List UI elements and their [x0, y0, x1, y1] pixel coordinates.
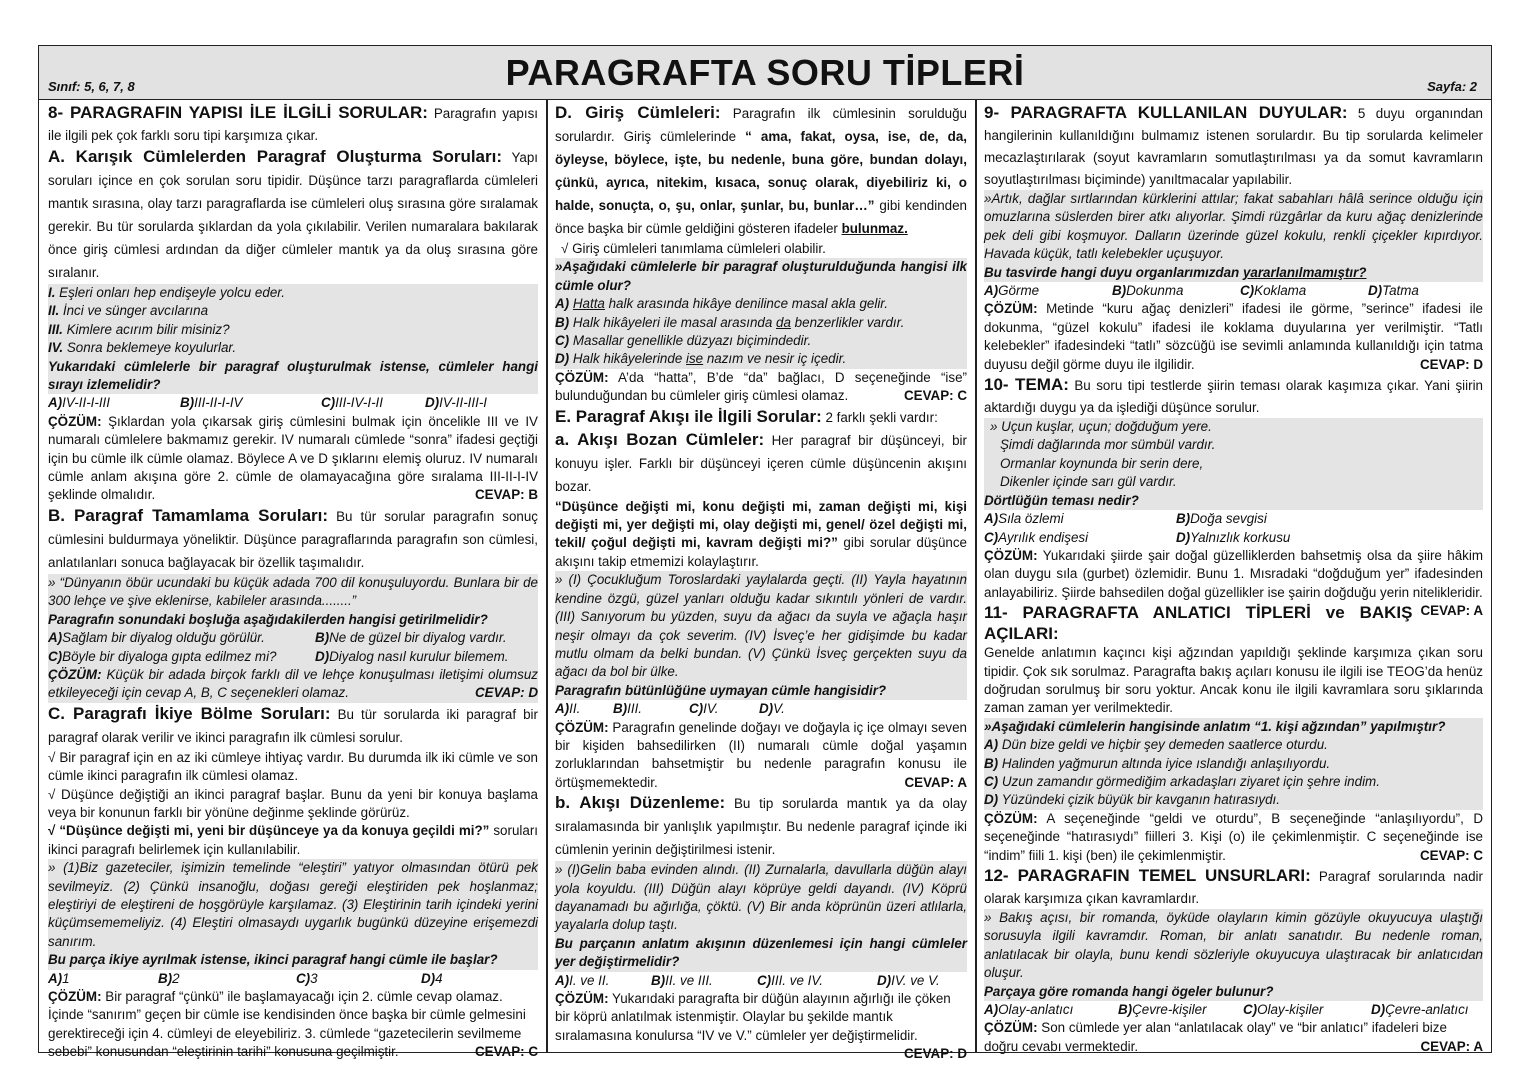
section-11-title: 11- PARAGRAFTA ANLATICI TİPLERİ ve BAKIŞ AÇILARI:	[984, 603, 1413, 644]
option-d: D)V.	[759, 701, 785, 717]
answer-options	[984, 510, 1483, 528]
poem-line: Ormanlar koynunda bir serin dere,	[1000, 455, 1204, 471]
subsection-a	[48, 146, 538, 284]
question-12-box	[984, 909, 1483, 1001]
sentence-4: IV. Sonra beklemeye koyulurlar.	[48, 340, 237, 356]
solution: ÇÖZÜM: A’da “hatta”, B’de “da” bağlacı, D seçeneğinde “ise” bulunduğundan bu cümleler giriş cümlesi olamaz. CEVAP: C	[555, 369, 967, 406]
section-11-text: Genelde anlatımın kaçıncı kişi ağzından yapıldığı şeklinde karşımıza çıkan soru tipidir. Çok sık sorulmaz. Paragrafta bakış açıları konusu ile ilgili ise TEOG’da henüz doğrudan sorulmuş bir soru yoktur. Ancak konu ile ilgili kavramlara soru şıklarında zaman zaman yer verilmektedir.	[984, 645, 1483, 716]
option-a: A) Dün bize geldi ve hiçbir şey demeden saatlerce oturdu.	[984, 737, 1328, 753]
header	[39, 46, 1491, 100]
question-d-box	[555, 258, 967, 368]
subsection-a-text: Yapı soruları içince en çok sorulan soru tipidir. Düşünce tarzı paragraflarda cümleleri mantık sırasına, olay tarzı paragraflarda ise cümleleri oluş sırasına göre sıralamak gerekir. Bu tür sorularda şıklardan da yola çıkılabilir. Verilen numaralara bakılarak önce giriş cümlesi ardından da diğer cümleler mantık ya da oluş sırasına göre sıralanır.	[48, 150, 539, 280]
option-a: A)Görme	[984, 283, 1040, 299]
tip-3: √ “Düşünce değişti mi, yeni bir düşünceye ya da konuya geçildi mi?” soruları ikinci paragrafı belirlemek için kullanılabilir.	[48, 823, 538, 857]
guide-questions: “Düşünce değişti mi, konu değişti mi, zaman değişti mi, kişi değişti mi, yer değişti mi, olay değişti mi, genel/ özel değişti mi, tekil/ çoğul değişti mi, kavram değişti mi?” gibi sorular düşünce akışını takip etmemizi kolaylaştırır.	[555, 498, 967, 569]
option-d: D)IV. ve V.	[877, 972, 940, 988]
section-10: 10- TEMA: Bu soru tipi testlerde şiirin teması olarak kaşımıza çıkar. Yani şiirin aktardığı duygu ya da işlediği düşünce sorulur.	[984, 375, 1483, 416]
quote: » (1)Biz gazeteciler, işimizin temelinde “eleştiri” yatıyor olmasından ötürü pek sevilmeyiz. (2) Çünkü insanoğlu, doğası gereği eleştiriden pek hoşlanmaz; eleştiriyi de eleştireni de hoşgörüyle karşılamaz. (3) Eleştirinin tarih içindeki yerini küçümsememeliyiz. (4) Eleştiri olmasaydı uygarlık bugünkü düzeyine erişemezdi sanırım.	[48, 860, 538, 949]
option-b: B)Dokunma	[1112, 283, 1184, 299]
option-c: C)Olay-kişiler	[1243, 1002, 1324, 1018]
answer-key: CEVAP: A	[904, 774, 967, 790]
subsection-d: D. Giriş Cümleleri: Paragrafın ilk cümlesinin sorulduğu sorulardır. Giriş cümlelerinde “ ama, fakat, oysa, ise, de, da, öyleyse, böylece, işte, bu nedenle, buna göre, bundan dolayı, çünkü, ayrıca, nitekim, kısaca, sonuç olarak, diyebiliriz ki, o halde, sonuçta, o, şu, onlar, şunlar, bu, bunlar…” gibi kendinden önce başka bir cümle geldiğini gösteren ifadeler bulunmaz.	[555, 103, 968, 236]
tip-2: √ Düşünce değiştiği an ikinci paragraf başlar. Bunu da yeni bir konuya başlama veya bir konunun farklı bir yönüne değinme şeklinde görürüz.	[48, 786, 538, 820]
column-left	[48, 102, 539, 1060]
poem-line: Dikenler içinde sarı gül vardır.	[1000, 474, 1177, 490]
section-12: 12- PARAGRAFIN TEMEL UNSURLARI: Paragraf sorularında nadir olarak karşımıza çıkan kavramlardır.	[984, 866, 1483, 906]
question-eb-box	[555, 861, 967, 971]
answer-options	[555, 700, 967, 718]
tip: √ Giriş cümleleri tanımlama cümleleri olabilir.	[561, 241, 826, 256]
subsection-a-title: A. Karışık Cümlelerden Paragraf Oluşturma Soruları:	[48, 147, 503, 166]
option-a: A)II.	[555, 701, 581, 717]
poem-line: » Uçun kuşlar, uçun; doğduğum yere.	[990, 419, 1212, 435]
option-d: D)Yalnızlık korkusu	[1176, 529, 1291, 545]
question-b-box	[48, 574, 538, 703]
section-8-text: Paragrafın yapısı ile ilgili pek çok farklı soru tipi karşımıza çıkar.	[48, 106, 538, 143]
question-text: Paragrafın sonundaki boşluğa aşağıdakilerden hangisi getirilmelidir?	[48, 611, 488, 627]
question-text: Dörtlüğün teması nedir?	[984, 492, 1139, 508]
option-b: B)Ne de güzel bir diyalog vardır.	[315, 630, 507, 646]
section-8	[48, 102, 538, 146]
option-c: C)III. ve IV.	[757, 972, 823, 988]
subsection-c: C. Paragrafı İkiye Bölme Soruları: Bu tür sorularda iki paragraf bir paragraf olarak verilir ve ikinci paragrafın ilk cümlesi sorulur.	[48, 703, 538, 745]
option-d: D)Çevre-anlatıcı	[1371, 1002, 1469, 1018]
question-text: Bu tasvirde hangi duyu organlarımızdan yararlanılmamıştır?	[984, 264, 1367, 280]
quote: »Artık, dağlar sırtlarından kürklerini attılar; fakat sabahları hâlâ serince olduğu için omuzlarına süslerden birer atkı alıyorlar. Şimdi rüzgârlar da kuru ağaç denizlerinde pek deli gibi koşmuyor. Dalların üzerinde güzel kokulu, renkli çiçekler kıpırdıyor. Havada küçük, tatlı kelebekler uçuşuyor.	[984, 191, 1483, 262]
column-right	[984, 102, 1483, 1052]
answer-key: CEVAP: A	[1420, 603, 1483, 619]
answer-options	[48, 970, 538, 988]
answer-key: CEVAP: B	[475, 487, 538, 503]
sentence-2: II. İnci ve sünger avcılarına	[48, 303, 209, 319]
answer-key: CEVAP: D	[475, 685, 538, 701]
section-9: 9- PARAGRAFTA KULLANILAN DUYULAR: 5 duyu organından hangilerinin kullanıldığını bulmamız istenen sorulardır. Bu tip sorularda kelimeler mecazlaştırılarak (soyut kavramların somutlaştırılması ya da somut kavramların soyutlaştırılması biçiminde) yanıltmacalar yapılabilir.	[984, 103, 1483, 187]
answer-options	[984, 529, 1483, 547]
question-c-box	[48, 859, 538, 969]
option-d: D) Halk hikâyelerinde ise nazım ve nesir iç içedir.	[555, 351, 847, 367]
worksheet	[38, 45, 1492, 1062]
tip-1: √ Bir paragraf için en az iki cümleye ihtiyaç vardır. Bu durumda ilk iki cümle ve son cümle ikinci paragrafın ilk cümlesi olamaz.	[48, 749, 538, 784]
option-c: C) Masallar genellikle düzyazı biçimindedir.	[555, 333, 812, 349]
question-text: Paragrafın bütünlüğüne uymayan cümle hangisidir?	[555, 682, 887, 698]
answer-key: CEVAP: C	[904, 388, 967, 404]
question-text: Bu parçanın anlatım akışının düzenlemesi için hangi cümleler yer değiştirmelidir?	[555, 935, 967, 970]
question-text: Yukarıdaki cümlelerle bir paragraf oluşturulmak istense, cümleler hangi sırayı izlemelidir?	[48, 358, 538, 393]
subsection-b: B. Paragraf Tamamlama Soruları: Bu tür sorular paragrafın sonuç cümlesini buldurmaya yöneliktir. Düşünce paragraflarında paragrafın son cümlesi, anlatılanları sonuca bağlayacak bir özellik taşımalıdır.	[48, 505, 538, 570]
answer-key: CEVAP: C	[475, 1044, 538, 1060]
sentence-1: I. Eşleri onları hep endişeyle yolcu eder.	[48, 285, 285, 300]
option-d: D)IV-II-III-I	[425, 395, 487, 411]
solution: ÇÖZÜM: Küçük bir adada birçok farklı dil ve lehçe konuşulması iletişimi olumsuz etkileyeceği için cevap A, B, C seçenekleri olamaz. CEVAP: D	[48, 666, 538, 703]
question-ea-box	[555, 571, 967, 700]
answer-key: CEVAP: D	[1420, 356, 1483, 372]
option-c: C)III-IV-I-II	[321, 395, 383, 411]
answer-key: CEVAP: A	[1420, 1038, 1483, 1054]
option-b: B)2	[158, 970, 180, 986]
column-middle	[555, 102, 968, 1062]
poem-line: Şimdi dağlarında mor sümbül vardır.	[1000, 437, 1216, 453]
solution: ÇÖZÜM: A seçeneğinde “geldi ve oturdu”, B seçeneğinde “anlaşılıyordu”, D seçeneğinde “hatırasıydı” fiilleri 3. Kişi (o) ile çekimlenmiştir. C seçeneğinde ise “indim” fiili 1. kişi (ben) ile çekimlenmiştir. CEVAP: C	[984, 810, 1483, 865]
question-text: »Aşağıdaki cümlelerin hangisinde anlatım “1. kişi ağzından” yapılmıştır?	[984, 718, 1446, 734]
option-c: C)IV.	[689, 701, 719, 717]
quote: » Bakış açısı, bir romanda, öyküde olayların kimin gözüyle okuyucuya ulaştığı sorusuyla ilgili kavramdır. Roman, bir anlatı sanatıdır. Bu nedenle roman, anlatılacak bir olayla, bunu kendi sözleriyle okuyucuya ulaştıracak bir anlatıcıdan oluşur.	[984, 910, 1483, 981]
option-d: D)4	[421, 970, 443, 986]
question-11-box	[984, 718, 1483, 810]
answer-key: CEVAP: C	[1420, 847, 1483, 863]
subsection-e: E. Paragraf Akışı ile İlgili Sorular: 2 farklı şekli vardır:	[555, 406, 938, 426]
answer-options	[984, 1001, 1483, 1019]
column-divider	[975, 100, 977, 1052]
option-c: C)3	[296, 970, 318, 986]
option-b: B)Doğa sevgisi	[1176, 511, 1267, 527]
solution: ÇÖZÜM: Şıklardan yola çıkarsak giriş cümlesini bulmak için öncelikle III ve IV numaralı cümlelere bakmamız gerekir. IV numaralı cümlede “sonra” ifadesi geçtiği için bu cümle ilk cümle olamaz. Böylece A ve D şıklarını elemiş oluruz. IV numaralı cümle anlam akışına göre 2. cümle de olamayacağına göre sıralama III-II-I-IV şeklinde olmalıdır. CEVAP: B	[48, 413, 538, 505]
question-9-box	[984, 190, 1483, 282]
option-b: B)II. ve III.	[651, 972, 713, 988]
option-b: B) Halk hikâyeleri ile masal arasında da benzerlikler vardır.	[555, 314, 905, 330]
solution: ÇÖZÜM: Yukarıdaki şiirde şair doğal güzelliklerden bahsetmiş olsa da şiire hâkim olan duygu sıla (gurbet) özlemidir. Bunu 1. Mısradaki “doğduğum yer” ifadesinden anlayabiliriz. Şiirde bahsedilen doğal güzellikler ise şairin doğduğu yerin nitelikleridir. CEVAP: A	[984, 547, 1483, 602]
solution: ÇÖZÜM: Metinde “kuru ağaç denizleri” ifadesi ile görme, ”serince” ifadesi ile dokunma, “güzel kokulu” ifadesi ile koklama duyularına yer verilmiştir. “Tatlı kelebekler” ifadesindeki “tatlı” sözcüğü ise sevimli anlamında kullanıldığı için tatma duyusu değil görme duyu ile ilgilidir. CEVAP: D	[984, 300, 1483, 374]
answer-options	[48, 629, 538, 647]
section-8-title: 8- PARAGRAFIN YAPISI İLE İLGİLİ SORULAR:	[48, 103, 428, 122]
answer-key: CEVAP: D	[904, 1046, 967, 1062]
solution: ÇÖZÜM: Son cümlede yer alan “anlatılacak olay” ve “bir anlatıcı” ifadeleri bize doğru cevabı vermektedir. CEVAP: A	[984, 1019, 1483, 1056]
solution: ÇÖZÜM: Bir paragraf “çünkü” ile başlamayacağı için 2. cümle cevap olamaz. İçinde “sanırım” geçen bir cümle ise kendisinden önce başka bir cümle gelmesini gerektireceği için 4. cümleyi de eleyebiliriz. 3. cümlede “gazetecilerin sevilmeme sebebi” konusundan “eleştirinin tarihi” konusuna geçilmiştir. CEVAP: C	[48, 988, 538, 1062]
option-b: B) Halinden yağmurun altında iyice ıslandığı anlaşılıyordu.	[984, 755, 1331, 771]
sentence-3: III. Kimlere acırım bilir misiniz?	[48, 321, 230, 337]
option-d: D)Tatma	[1368, 283, 1419, 299]
quote: » (I) Çocukluğum Toroslardaki yaylalarda geçti. (II) Yayla hayatının kendine özgü, güzel yanları olduğu kadar sıkıntılı yönleri de vardır. (III) Sanıyorum bu yüzden, suyu da ağacı da suyla ve ağaçla haşır neşir olmayı da çok severim. (IV) İsveç’e her gidişimde bu kadar mutlu olmam da belki bundan. (V) Çünkü İsveç gerçekten suyu da ağacı da bol bir ülke.	[555, 572, 967, 680]
option-b: B)Çevre-kişiler	[1118, 1002, 1207, 1018]
answer-options	[48, 394, 538, 412]
option-d: D) Yüzündeki çizik büyük bir kavganın hatırasıydı.	[984, 792, 1280, 808]
question-text: »Aşağıdaki cümlelerle bir paragraf oluşturulduğunda hangisi ilk cümle olur?	[555, 259, 967, 293]
grade-label: Sınıf: 5, 6, 7, 8	[48, 79, 135, 94]
column-divider	[546, 100, 548, 1052]
question-a-box	[48, 284, 538, 394]
subsection-e-b: b. Akışı Düzenleme: Bu tip sorularda mantık ya da olay sıralamasında bir yanlışlık yapılmıştır. Bu nedenle paragraf içinde iki cümlenin yerinin değiştirilmesi istenir.	[555, 793, 967, 858]
quote: » (I)Gelin baba evinden alındı. (II) Zurnalarla, davullarla düğün alayı yola koyuldu. (III) Düğün alayı köprüye geldi dayandı. (IV) Köprü dayanamadı bu ağırlığa, çöktü. (V) Bir anda köprünün üzeri atlılarla, yayalarla dolup taştı.	[555, 862, 967, 933]
option-c: C)Böyle bir diyaloga gıpta edilmez mi?	[48, 648, 277, 664]
option-c: C) Uzun zamandır görmediğim arkadaşları ziyaret için şehre indim.	[984, 773, 1380, 789]
option-a: A)IV-II-I-III	[48, 395, 110, 411]
option-b: B)III.	[613, 701, 643, 717]
option-a: A)Sıla özlemi	[984, 511, 1064, 527]
option-a: A)Sağlam bir diyalog olduğu görülür.	[48, 630, 265, 646]
subsection-e-a: a. Akışı Bozan Cümleler: Her paragraf bir düşünceyi, bir konuyu işler. Farklı bir düşünceyi içeren cümle düşüncenin akışını bozar.	[555, 429, 967, 494]
question-text: Bu parça ikiye ayrılmak istense, ikinci paragraf hangi cümle ile başlar?	[48, 952, 498, 968]
page-title: PARAGRAFTA SORU TİPLERİ	[505, 52, 1025, 93]
quote: » “Dünyanın öbür ucundaki bu küçük adada 700 dil konuşuluyordu. Bunlara bir de 300 lehçe ve şive eklenirse, kabileler arasında........”	[48, 574, 538, 609]
option-a: A)1	[48, 970, 70, 986]
option-c: C)Koklama	[1240, 283, 1307, 299]
option-c: C)Ayrılık endişesi	[984, 529, 1089, 545]
answer-options	[48, 648, 538, 666]
question-10-box	[984, 418, 1483, 510]
option-a: A)I. ve II.	[555, 972, 610, 988]
option-d: D)Diyalog nasıl kurulur bilemem.	[315, 648, 509, 664]
answer-options	[984, 282, 1483, 300]
option-a: A) Hatta halk arasında hikâye denilince masal akla gelir.	[555, 296, 888, 312]
option-b: B)III-II-I-IV	[180, 395, 243, 411]
option-a: A)Olay-anlatıcı	[984, 1002, 1074, 1018]
page-number: Sayfa: 2	[1427, 79, 1477, 94]
question-text: Parçaya göre romanda hangi ögeler bulunur?	[984, 983, 1274, 999]
solution: ÇÖZÜM: Paragrafın genelinde doğayı ve doğayla iç içe olmayı seven bir kişiden bahsedilirken (II) numaralı cümle doğal yaşamın zorluklarından bahsetmiştir bu nedenle paragrafın konusu ile örtüşmemektedir. CEVAP: A	[555, 719, 967, 793]
answer-options	[555, 972, 967, 990]
solution: ÇÖZÜM: Yukarıdaki paragrafta bir düğün alayının ağırlığı ile çöken bir köprü anlatılmak istenmiştir. Olaylar bu şekilde mantık sıralamasına konulursa “IV ve V.” cümleler yer değiştirmelidir. CEVAP: D	[555, 990, 967, 1045]
